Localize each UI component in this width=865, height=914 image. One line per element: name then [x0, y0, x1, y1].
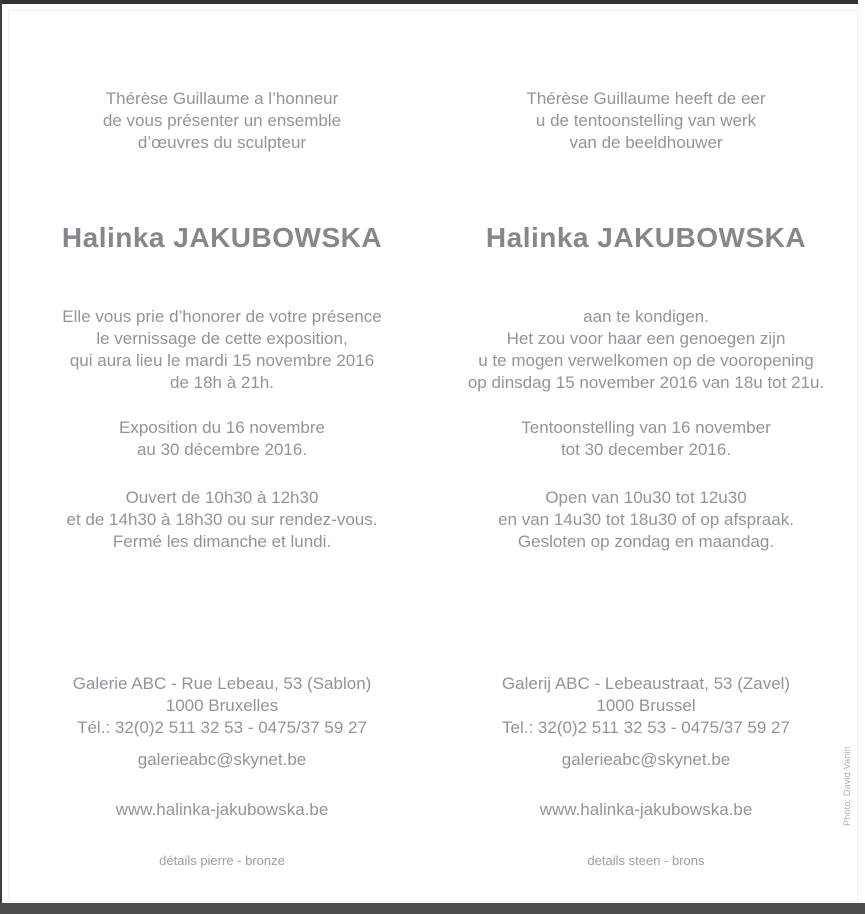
bottom-border-bar [0, 903, 865, 914]
french-exhibition-dates: Exposition du 16 novembre au 30 décembre 2016. [118, 418, 326, 459]
dutch-gallery-website: www.halinka-jakubowska.be [539, 800, 753, 819]
french-photo-caption: détails pierre - bronze [159, 853, 285, 868]
dutch-opening-hours: Open van 10u30 tot 12u30 en van 14u30 tot 18u30 of op afspraak. Gesloten op zondag en maandag. [498, 488, 794, 551]
panel-dutch [434, 0, 858, 902]
dutch-invitation-text: aan te kondigen. Het zou voor haar een genoegen zijn u te mogen verwelkomen op de vooropening op dinsdag 15 november 2016 van 18u tot 21u. [467, 307, 825, 392]
french-artist-name: Halinka JAKUBOWSKA [61, 222, 383, 253]
french-invitation-text: Elle vous prie d’honorer de votre présence le vernissage de cette exposition, qui aura lieu le mardi 15 novembre 2016 de 18h à 21h. [62, 307, 382, 392]
french-opening-hours: Ouvert de 10h30 à 12h30 et de 14h30 à 18h30 ou sur rendez-vous. Fermé les dimanche et lundi. [66, 488, 378, 551]
french-gallery-email: galerieabc@skynet.be [137, 750, 307, 769]
left-border-bar [0, 0, 2, 914]
french-intro-text: Thérèse Guillaume a l’honneur de vous présenter un ensemble d’œuvres du sculpteur [102, 89, 342, 152]
dutch-exhibition-dates: Tentoonstelling van 16 november tot 30 december 2016. [521, 418, 771, 459]
dutch-artist-name: Halinka JAKUBOWSKA [485, 222, 807, 253]
photo-credit: Photo: David Vanin [842, 746, 852, 826]
dutch-intro-text: Thérèse Guillaume heeft de eer u de tentoonstelling van werk van de beeldhouwer [526, 89, 766, 152]
french-gallery-website: www.halinka-jakubowska.be [115, 800, 329, 819]
card-columns [10, 0, 858, 902]
panel-french [10, 0, 434, 902]
french-gallery-address: Galerie ABC - Rue Lebeau, 53 (Sablon) 1000 Bruxelles Tél.: 32(0)2 511 32 53 - 0475/37 59 27 [72, 674, 372, 737]
dutch-gallery-email: galerieabc@skynet.be [561, 750, 731, 769]
dutch-gallery-address: Galerij ABC - Lebeaustraat, 53 (Zavel) 1000 Brussel Tel.: 32(0)2 511 32 53 - 0475/37 59 27 [501, 674, 791, 737]
dutch-photo-caption: details steen - brons [587, 853, 705, 868]
